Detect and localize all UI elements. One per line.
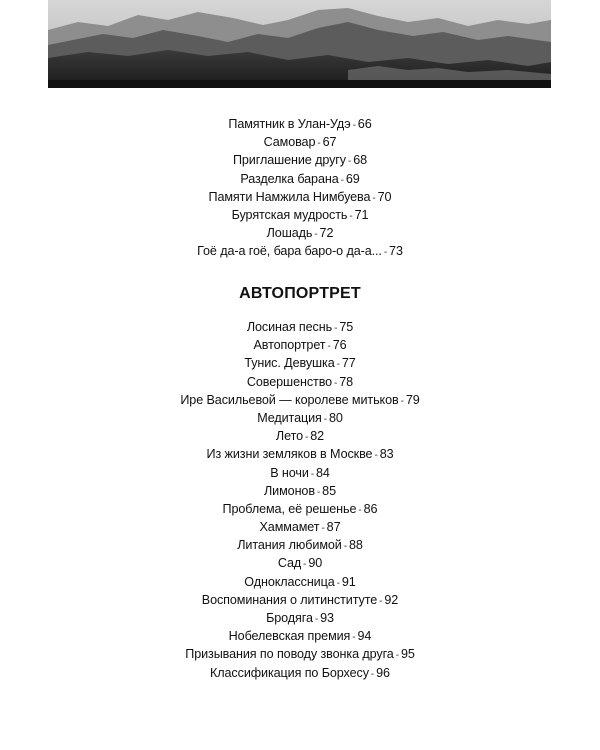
toc-entry-separator: - xyxy=(336,359,340,371)
toc-entry-title: Лосиная песнь xyxy=(246,320,333,334)
toc-entry xyxy=(0,170,600,188)
toc-entry xyxy=(0,445,600,463)
toc-entry-title: Бродяга xyxy=(266,611,313,625)
toc-entry xyxy=(0,591,600,609)
toc-entry-separator: - xyxy=(305,432,309,444)
toc-entry-title: Разделка барана xyxy=(240,171,339,186)
toc-entry-page: 71 xyxy=(354,207,369,222)
toc-entry-separator: - xyxy=(340,174,344,186)
toc-entry xyxy=(0,500,600,518)
toc-entry-page: 67 xyxy=(322,135,337,150)
toc-entry xyxy=(0,373,600,391)
toc-entry-title: Совершенство xyxy=(246,374,333,389)
mountain-landscape-photo xyxy=(48,0,551,88)
toc-entry-title: Медитация xyxy=(257,410,322,425)
toc-entry-separator: - xyxy=(352,632,356,644)
toc-entry-separator: - xyxy=(374,450,378,462)
toc-entry xyxy=(0,354,600,372)
toc-entry-separator: - xyxy=(317,138,321,150)
toc-entry-page: 80 xyxy=(328,410,343,425)
toc-entry xyxy=(0,536,600,554)
toc-entry-page: 79 xyxy=(405,392,420,407)
toc-entry-separator: - xyxy=(379,595,383,607)
toc-entry xyxy=(0,336,600,354)
toc-entry-separator: - xyxy=(323,413,327,425)
toc-entry xyxy=(0,151,600,169)
toc-entry-page: 77 xyxy=(341,356,356,371)
toc-entry-title: В ночи xyxy=(270,465,309,480)
toc-entry-page: 86 xyxy=(363,501,378,516)
toc-entry-page: 93 xyxy=(320,611,334,625)
toc-entry-page: 87 xyxy=(326,520,341,535)
toc-entry xyxy=(0,627,600,645)
toc-entry-separator: - xyxy=(310,468,314,480)
toc-entry-title: Гоё да-а гоё, бара баро-о да-а... xyxy=(197,244,382,259)
toc-entry-page: 84 xyxy=(316,465,330,480)
toc-entry-title: Ире Васильевой — королеве митьков xyxy=(180,392,399,407)
toc-entry-page: 73 xyxy=(389,244,403,259)
toc-entry-page: 92 xyxy=(384,592,399,607)
toc-entry xyxy=(0,391,600,409)
toc-list-part2 xyxy=(0,318,600,682)
toc-entry-title: Хаммамет xyxy=(259,520,320,535)
toc-entry-title: Памяти Намжила Нимбуева xyxy=(208,189,371,204)
toc-entry-separator: - xyxy=(343,541,347,553)
toc-entry xyxy=(0,482,600,500)
toc-entry-title: Лето xyxy=(275,429,304,444)
toc-entry-title: Из жизни земляков в Москве xyxy=(206,447,373,462)
toc-entry-title: Одноклассница xyxy=(244,574,335,589)
toc-entry-separator: - xyxy=(358,504,362,516)
toc-entry-separator: - xyxy=(370,668,375,680)
toc-entry-title: Нобелевская премия xyxy=(228,629,351,644)
toc-entry xyxy=(0,188,600,206)
toc-entry-separator: - xyxy=(372,192,376,204)
toc-entry-separator: - xyxy=(314,229,318,241)
toc-entry-title: Воспоминания о литинституте xyxy=(201,592,378,607)
toc-entry-title: Классификация по Борхесу xyxy=(210,665,369,680)
toc-entry-separator: - xyxy=(303,559,307,571)
toc-entry-separator: - xyxy=(348,156,352,168)
toc-entry xyxy=(0,242,600,260)
toc-entry-separator: - xyxy=(327,341,331,353)
toc-entry-title: Литания любимой xyxy=(237,538,342,553)
toc-entry-separator: - xyxy=(321,523,325,535)
toc-entry xyxy=(0,115,600,133)
toc-entry xyxy=(0,573,600,591)
toc-entry-title: Тунис. Девушка xyxy=(244,356,335,371)
toc-entry xyxy=(0,409,600,427)
mountain-landscape-icon xyxy=(48,0,551,88)
toc-entry-page: 69 xyxy=(345,171,360,186)
toc-entry-separator: - xyxy=(349,210,353,222)
toc-entry-separator: - xyxy=(334,323,338,334)
toc-entry-page: 85 xyxy=(322,483,336,498)
toc-entry-title: Призывания по поводу звонка друга xyxy=(185,647,394,662)
section-heading: АВТОПОРТРЕТ xyxy=(239,285,361,302)
toc-entry-page: 66 xyxy=(357,117,372,131)
toc-entry-separator: - xyxy=(314,614,319,625)
toc-entry-page: 75 xyxy=(339,320,354,334)
toc-entry-title: Памятник в Улан-Удэ xyxy=(228,117,351,131)
toc-entry xyxy=(0,206,600,224)
toc-entry-page: 68 xyxy=(353,153,368,168)
toc-entry-title: Лимонов xyxy=(264,483,315,498)
toc-entry-separator: - xyxy=(352,120,356,131)
toc-entry xyxy=(0,464,600,482)
toc-entry-page: 70 xyxy=(377,189,392,204)
toc-list-part1 xyxy=(0,115,600,261)
toc-entry xyxy=(0,664,600,682)
toc-entry xyxy=(0,645,600,663)
toc-entry-page: 78 xyxy=(339,374,354,389)
toc-entry xyxy=(0,554,600,572)
toc-entry-separator: - xyxy=(334,377,338,389)
toc-entry-separator: - xyxy=(336,577,340,589)
toc-entry-title: Бурятская мудрость xyxy=(231,207,348,222)
toc-entry xyxy=(0,133,600,151)
toc-entry-title: Самовар xyxy=(263,135,316,150)
toc-entry-page: 88 xyxy=(348,538,363,553)
toc-entry-page: 72 xyxy=(319,226,334,241)
toc-entry-title: Лошадь xyxy=(266,226,313,241)
toc-entry-page: 91 xyxy=(341,574,356,589)
toc-entry xyxy=(0,318,600,336)
toc-entry-page: 90 xyxy=(308,556,323,571)
toc-entry xyxy=(0,427,600,445)
toc-entry-title: Сад xyxy=(277,556,302,571)
toc-entry xyxy=(0,609,600,627)
toc-entry-page: 95 xyxy=(400,647,415,662)
toc-entry-page: 96 xyxy=(376,665,390,680)
toc-entry-separator: - xyxy=(400,395,404,407)
toc-entry-page: 82 xyxy=(310,429,325,444)
toc-entry-title: Проблема, её решенье xyxy=(222,501,357,516)
toc-entry-separator: - xyxy=(316,486,321,498)
toc-entry-separator: - xyxy=(383,247,388,259)
toc-entry-title: Приглашение другу xyxy=(232,153,346,168)
toc-entry-title: Автопортрет xyxy=(253,338,326,353)
toc-entry-separator: - xyxy=(395,650,399,662)
toc-entry xyxy=(0,518,600,536)
toc-entry-page: 94 xyxy=(357,629,372,644)
toc-entry xyxy=(0,224,600,242)
toc-entry-page: 83 xyxy=(379,447,394,462)
toc-entry-page: 76 xyxy=(332,338,347,353)
